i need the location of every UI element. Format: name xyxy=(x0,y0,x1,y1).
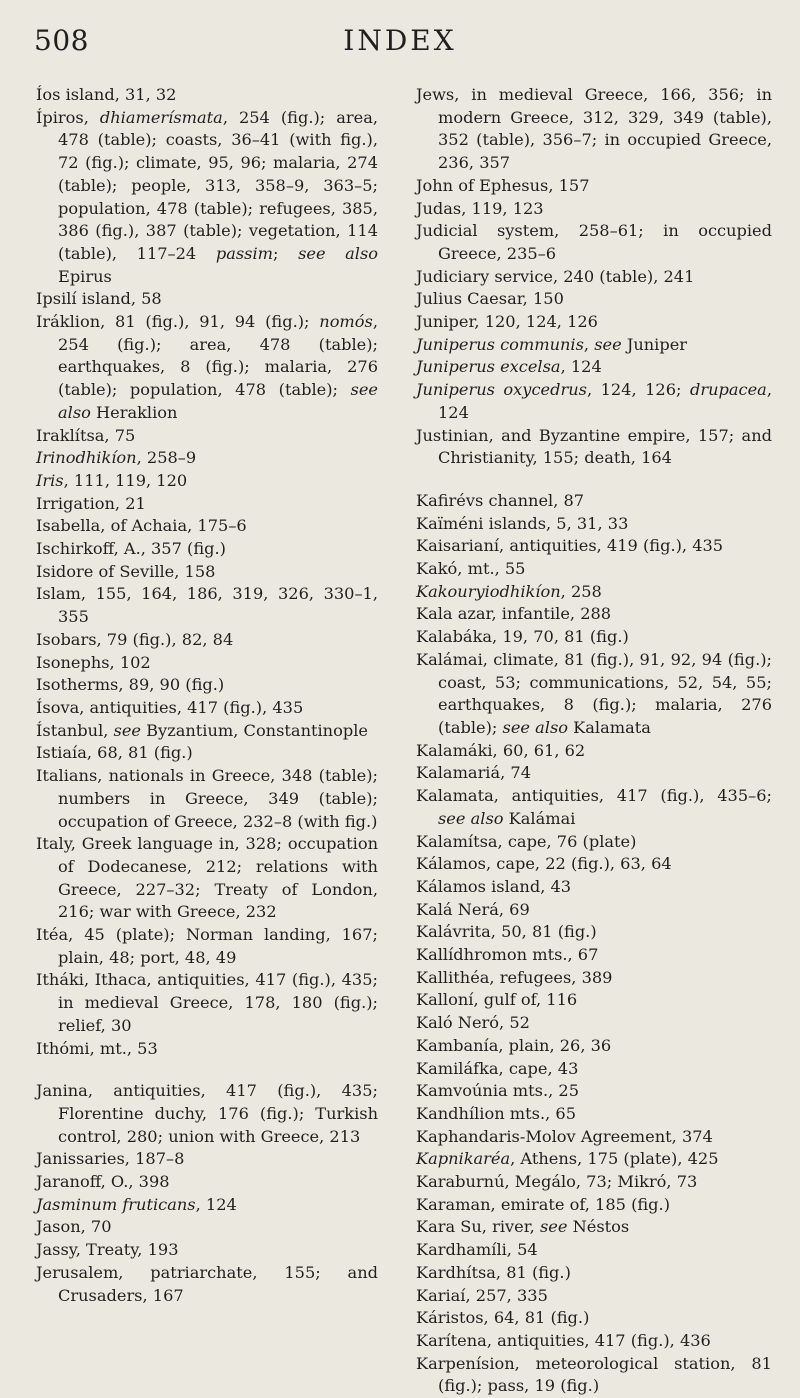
index-entry-text: , 254 (fig.); area, 478 (table); earthquakes, 8 (fig.); malaria, 276 (table); population, 478 (table); xyxy=(58,312,378,400)
index-entry-text: Kara Su, river, xyxy=(416,1217,540,1237)
index-entry-italic-text: Juniperus oxycedrus xyxy=(416,380,587,400)
index-entry xyxy=(416,876,772,899)
index-entry-text: Isotherms, 89, 90 (fig.) xyxy=(36,675,225,695)
index-entry xyxy=(416,740,772,763)
index-entry xyxy=(416,944,772,967)
index-entry xyxy=(36,1080,378,1148)
index-entry-text: , 124 xyxy=(560,357,602,377)
index-entry-text: Ípiros, xyxy=(36,107,100,127)
index-entry xyxy=(416,581,772,604)
index-entry-text: Iráklion, 81 (fig.), 91, 94 (fig.); xyxy=(36,312,320,332)
index-entry xyxy=(36,924,378,969)
index-entry-text: Juniper, 120, 124, 126 xyxy=(416,312,598,332)
index-entry xyxy=(36,561,378,584)
index-entry-text: Kalá Nerá, 69 xyxy=(416,899,530,919)
index-entry-italic-text: Irinodhikíon xyxy=(36,448,137,468)
index-entry xyxy=(36,447,378,470)
index-entry-text: Kambanía, plain, 26, 36 xyxy=(416,1035,612,1055)
index-entry-text: Kaïméni islands, 5, 31, 33 xyxy=(416,513,629,533)
index-entry-text: , 258 xyxy=(560,581,602,601)
index-entry xyxy=(36,969,378,1037)
index-entry-text: Judas, 119, 123 xyxy=(416,198,544,218)
index-entry-text: Kálamos, cape, 22 (fig.), 63, 64 xyxy=(416,854,672,874)
index-entry-text: Justinian, and Byzantine empire, 157; and Christianity, 155; death, 164 xyxy=(416,425,772,468)
index-entry xyxy=(36,1239,378,1262)
index-entry xyxy=(416,1239,772,1262)
index-entry-italic-text: see xyxy=(113,720,142,740)
index-entry-text: Itháki, Ithaca, antiquities, 417 (fig.), 435; in medieval Greece, 178, 180 (fig.); relief, 30 xyxy=(36,970,378,1035)
index-entry xyxy=(416,513,772,536)
index-entry xyxy=(36,470,378,493)
index-entry-text: Byzantium, Constantinople xyxy=(141,720,368,740)
index-entry xyxy=(416,1330,772,1353)
index-entry-text: Janina, antiquities, 417 (fig.), 435; Florentine duchy, 176 (fig.); Turkish control, 280; union with Greece, 213 xyxy=(36,1081,378,1146)
index-entry-text: Jews, in medieval Greece, 166, 356; in modern Greece, 312, 329, 349 (table), 352 (table), 356–7; in occupied Greece, 236, 357 xyxy=(416,85,772,173)
index-entry-text: Epirus xyxy=(58,266,112,286)
index-entry xyxy=(416,989,772,1012)
index-entry xyxy=(36,720,378,743)
index-entry-text: Isidore of Seville, 158 xyxy=(36,561,216,581)
index-entry-italic-text: drupacea xyxy=(690,380,767,400)
index-entry-text: Káristos, 64, 81 (fig.) xyxy=(416,1308,590,1328)
index-entry-text: Isonephs, 102 xyxy=(36,652,151,672)
index-entry-text: Karítena, antiquities, 417 (fig.), 436 xyxy=(416,1330,711,1350)
index-entry-italic-text: Juniperus communis xyxy=(416,334,584,354)
index-entry xyxy=(416,967,772,990)
page-number: 508 xyxy=(34,24,89,57)
index-entry xyxy=(416,311,772,334)
index-entry-text: Kamvoúnia mts., 25 xyxy=(416,1081,580,1101)
index-entry-text: , 124 xyxy=(195,1194,237,1214)
index-entry-italic-text: see also xyxy=(502,717,569,737)
index-entry xyxy=(416,198,772,221)
index-entry xyxy=(36,652,378,675)
index-entry xyxy=(416,649,772,740)
index-entry-text: Ístanbul, xyxy=(36,720,114,740)
index-entry-text: Kalabáka, 19, 70, 81 (fig.) xyxy=(416,627,629,647)
index-entry-text: Isabella, of Achaia, 175–6 xyxy=(36,516,247,536)
index-entry xyxy=(36,425,378,448)
index-entry xyxy=(36,1216,378,1239)
index-entry-text: Julius Caesar, 150 xyxy=(416,289,564,309)
index-entry-text: Kalamata, antiquities, 417 (fig.), 435–6; xyxy=(416,786,772,806)
index-entry-text: Itéa, 45 (plate); Norman landing, 167; plain, 48; port, 48, 49 xyxy=(36,925,378,967)
index-entry-italic-text: Kakouryiodhikíon xyxy=(416,581,561,601)
index-entry xyxy=(36,311,378,425)
index-entry-text: , 254 (fig.); area, 478 (table); coasts, 36–41 (with fig.), 72 (fig.); climate, 95, 96; malaria, 274 (table); people, 313, 358–9, 363–5; population, 478 (table); refugees, 385, 386 (fig.), 387 (table); vegetation, 114 (table), 117–24 xyxy=(58,107,378,263)
index-entry xyxy=(416,535,772,558)
index-entry xyxy=(36,1194,378,1217)
index-entry xyxy=(416,1216,772,1239)
index-entry-text: Islam, 155, 164, 186, 319, 326, 330–1, 355 xyxy=(36,584,378,627)
index-entry xyxy=(36,629,378,652)
index-entry-italic-text: Juniperus excelsa xyxy=(416,357,561,377)
index-column-left xyxy=(36,84,378,1307)
index-entry xyxy=(36,1262,378,1307)
index-entry-text: Irrigation, 21 xyxy=(36,493,146,513)
index-entry xyxy=(416,1035,772,1058)
index-entry-italic-text: Jasminum fruticans xyxy=(36,1194,196,1214)
index-entry-text: Kálamos island, 43 xyxy=(416,876,572,896)
index-entry-text: Ithómi, mt., 53 xyxy=(36,1038,158,1058)
index-entry-text: Janissaries, 187–8 xyxy=(36,1149,185,1169)
index-entry-text: Kardhítsa, 81 (fig.) xyxy=(416,1262,571,1282)
index-entry xyxy=(416,220,772,265)
index-entry xyxy=(416,425,772,470)
index-entry xyxy=(416,288,772,311)
index-entry-text: Kalamata xyxy=(568,717,651,737)
index-entry-text: ; xyxy=(273,243,299,263)
index-entry-text: Ísova, antiquities, 417 (fig.), 435 xyxy=(36,697,304,717)
index-entry-text: Kalamariá, 74 xyxy=(416,763,532,783)
index-entry-text: Kakó, mt., 55 xyxy=(416,559,526,579)
index-entry xyxy=(416,1285,772,1308)
index-entry xyxy=(416,762,772,785)
index-entry xyxy=(416,853,772,876)
letter-group-gap xyxy=(416,470,772,490)
running-head: INDEX xyxy=(343,24,457,57)
index-entry xyxy=(36,674,378,697)
index-entry xyxy=(416,490,772,513)
index-entry xyxy=(36,493,378,516)
index-entry xyxy=(416,1058,772,1081)
index-entry-italic-text: Kapnikaréa xyxy=(416,1149,511,1169)
index-entry xyxy=(416,1307,772,1330)
index-entry-text: Kardhamíli, 54 xyxy=(416,1240,538,1260)
index-entry xyxy=(36,697,378,720)
index-entry-text: Kala azar, infantile, 288 xyxy=(416,604,612,624)
index-entry-text: Kallithéa, refugees, 389 xyxy=(416,967,613,987)
index-entry-italic-text: Iris xyxy=(36,470,64,490)
index-entry xyxy=(36,742,378,765)
index-entry-text: Jason, 70 xyxy=(36,1217,112,1237)
index-entry-text: Íos island, 31, 32 xyxy=(36,85,177,104)
index-entry-text: Néstos xyxy=(567,1217,630,1237)
index-entry xyxy=(416,84,772,175)
page-header xyxy=(0,20,800,60)
index-entry-text: Kalamáki, 60, 61, 62 xyxy=(416,740,586,760)
index-entry-italic-text: passim xyxy=(215,243,273,263)
index-entry-text: Kaisarianí, antiquities, 419 (fig.), 435 xyxy=(416,536,724,556)
index-entry-text: Judiciary service, 240 (table), 241 xyxy=(416,266,695,286)
index-entry-text: Kariaí, 257, 335 xyxy=(416,1285,548,1305)
index-entry-text: Ipsilí island, 58 xyxy=(36,289,162,309)
index-entry-italic-text: see xyxy=(539,1217,568,1237)
index-entry xyxy=(416,1262,772,1285)
index-entry xyxy=(36,538,378,561)
index-entry-italic-text: see xyxy=(594,334,622,354)
index-entry-text: Isobars, 79 (fig.), 82, 84 xyxy=(36,629,234,649)
index-entry-text: Karaburnú, Megálo, 73; Mikró, 73 xyxy=(416,1172,698,1192)
index-entry-text: Karaman, emirate of, 185 (fig.) xyxy=(416,1194,671,1214)
index-entry-text: Kalamítsa, cape, 76 (plate) xyxy=(416,831,637,851)
index-entry-italic-text: see also xyxy=(438,808,504,828)
index-entry xyxy=(36,583,378,628)
index-entry-text: Ischirkoff, A., 357 (fig.) xyxy=(36,539,226,559)
index-entry-italic-text: dhiamerísmata xyxy=(99,107,223,127)
index-entry xyxy=(36,515,378,538)
index-entry-text: Kandhílion mts., 65 xyxy=(416,1103,577,1123)
index-entry xyxy=(36,1148,378,1171)
index-entry xyxy=(36,1038,378,1061)
index-entry xyxy=(416,175,772,198)
index-entry-text: Judicial system, 258–61; in occupied Greece, 235–6 xyxy=(416,221,772,263)
index-entry-text: Juniper xyxy=(621,334,688,354)
index-entry xyxy=(416,356,772,379)
index-entry xyxy=(416,785,772,830)
index-entry xyxy=(36,1171,378,1194)
index-entry xyxy=(416,831,772,854)
index-entry xyxy=(416,921,772,944)
index-entry xyxy=(416,266,772,289)
index-entry xyxy=(416,1171,772,1194)
index-entry xyxy=(416,379,772,424)
index-entry-text: , 111, 119, 120 xyxy=(63,470,188,490)
index-entry-text: Istiaía, 68, 81 (fig.) xyxy=(36,743,193,763)
index-entry-text: John of Ephesus, 157 xyxy=(416,175,590,195)
index-entry-text: , Athens, 175 (plate), 425 xyxy=(510,1149,719,1169)
index-entry-text: Jassy, Treaty, 193 xyxy=(36,1240,179,1260)
index-entry-text: Italy, Greek language in, 328; occupation of Dodecanese, 212; relations with Greece, 227–32; Treaty of London, 216; war with Greece, 232 xyxy=(36,834,378,922)
index-entry xyxy=(416,899,772,922)
index-entry-text: Kamiláfka, cape, 43 xyxy=(416,1058,579,1078)
index-entry-text: Kafirévs channel, 87 xyxy=(416,490,585,510)
index-entry-text: Jaranoff, O., 398 xyxy=(36,1172,170,1192)
index-entry xyxy=(416,558,772,581)
index-entry xyxy=(416,1126,772,1149)
index-entry-text: , 258–9 xyxy=(136,448,197,468)
index-entry-text: , xyxy=(583,334,595,354)
index-entry xyxy=(416,603,772,626)
index-entry-text: Kalloní, gulf of, 116 xyxy=(416,990,578,1010)
index-entry-text: Kaló Neró, 52 xyxy=(416,1013,530,1033)
index-entry xyxy=(416,626,772,649)
index-entry xyxy=(36,84,378,107)
index-entry-text: Iraklítsa, 75 xyxy=(36,425,136,445)
index-entry-text: , 124, 126; xyxy=(586,380,690,400)
index-entry xyxy=(416,1353,772,1398)
index-entry xyxy=(36,765,378,833)
index-entry-text: Kalávrita, 50, 81 (fig.) xyxy=(416,922,597,942)
index-entry-text: Kallídhromon mts., 67 xyxy=(416,945,599,965)
index-entry xyxy=(416,1148,772,1171)
index-entry xyxy=(416,334,772,357)
index-entry-text: Kalámai xyxy=(503,808,576,828)
index-entry xyxy=(416,1194,772,1217)
index-entry-text: Karpenísion, meteorological station, 81 (fig.); pass, 19 (fig.) xyxy=(416,1353,772,1396)
index-column-right xyxy=(416,84,772,1398)
index-entry-italic-text: see also xyxy=(58,380,378,422)
index-entry xyxy=(36,107,378,289)
index-entry xyxy=(36,833,378,924)
index-entry xyxy=(416,1012,772,1035)
index-entry-text: Italians, nationals in Greece, 348 (table); numbers in Greece, 349 (table); occupation of Greece, 232–8 (with fig.) xyxy=(36,766,378,831)
index-entry-text: Heraklion xyxy=(90,402,178,422)
index-entry xyxy=(416,1080,772,1103)
index-entry-italic-text: nomós xyxy=(319,312,373,332)
index-entry xyxy=(36,288,378,311)
index-entry-text: Kalámai, climate, 81 (fig.), 91, 92, 94 (fig.); coast, 53; communications, 52, 54, 55; earthquakes, 8 (fig.); malaria, 276 (table); xyxy=(416,649,772,737)
index-entry xyxy=(416,1103,772,1126)
index-entry-text: Kaphandaris-Molov Agreement, 374 xyxy=(416,1126,713,1146)
index-entry-italic-text: see also xyxy=(298,243,379,263)
index-entry-text: Jerusalem, patriarchate, 155; and Crusaders, 167 xyxy=(36,1262,378,1305)
index-entry-text: , 124 xyxy=(438,380,772,422)
letter-group-gap xyxy=(36,1060,378,1080)
